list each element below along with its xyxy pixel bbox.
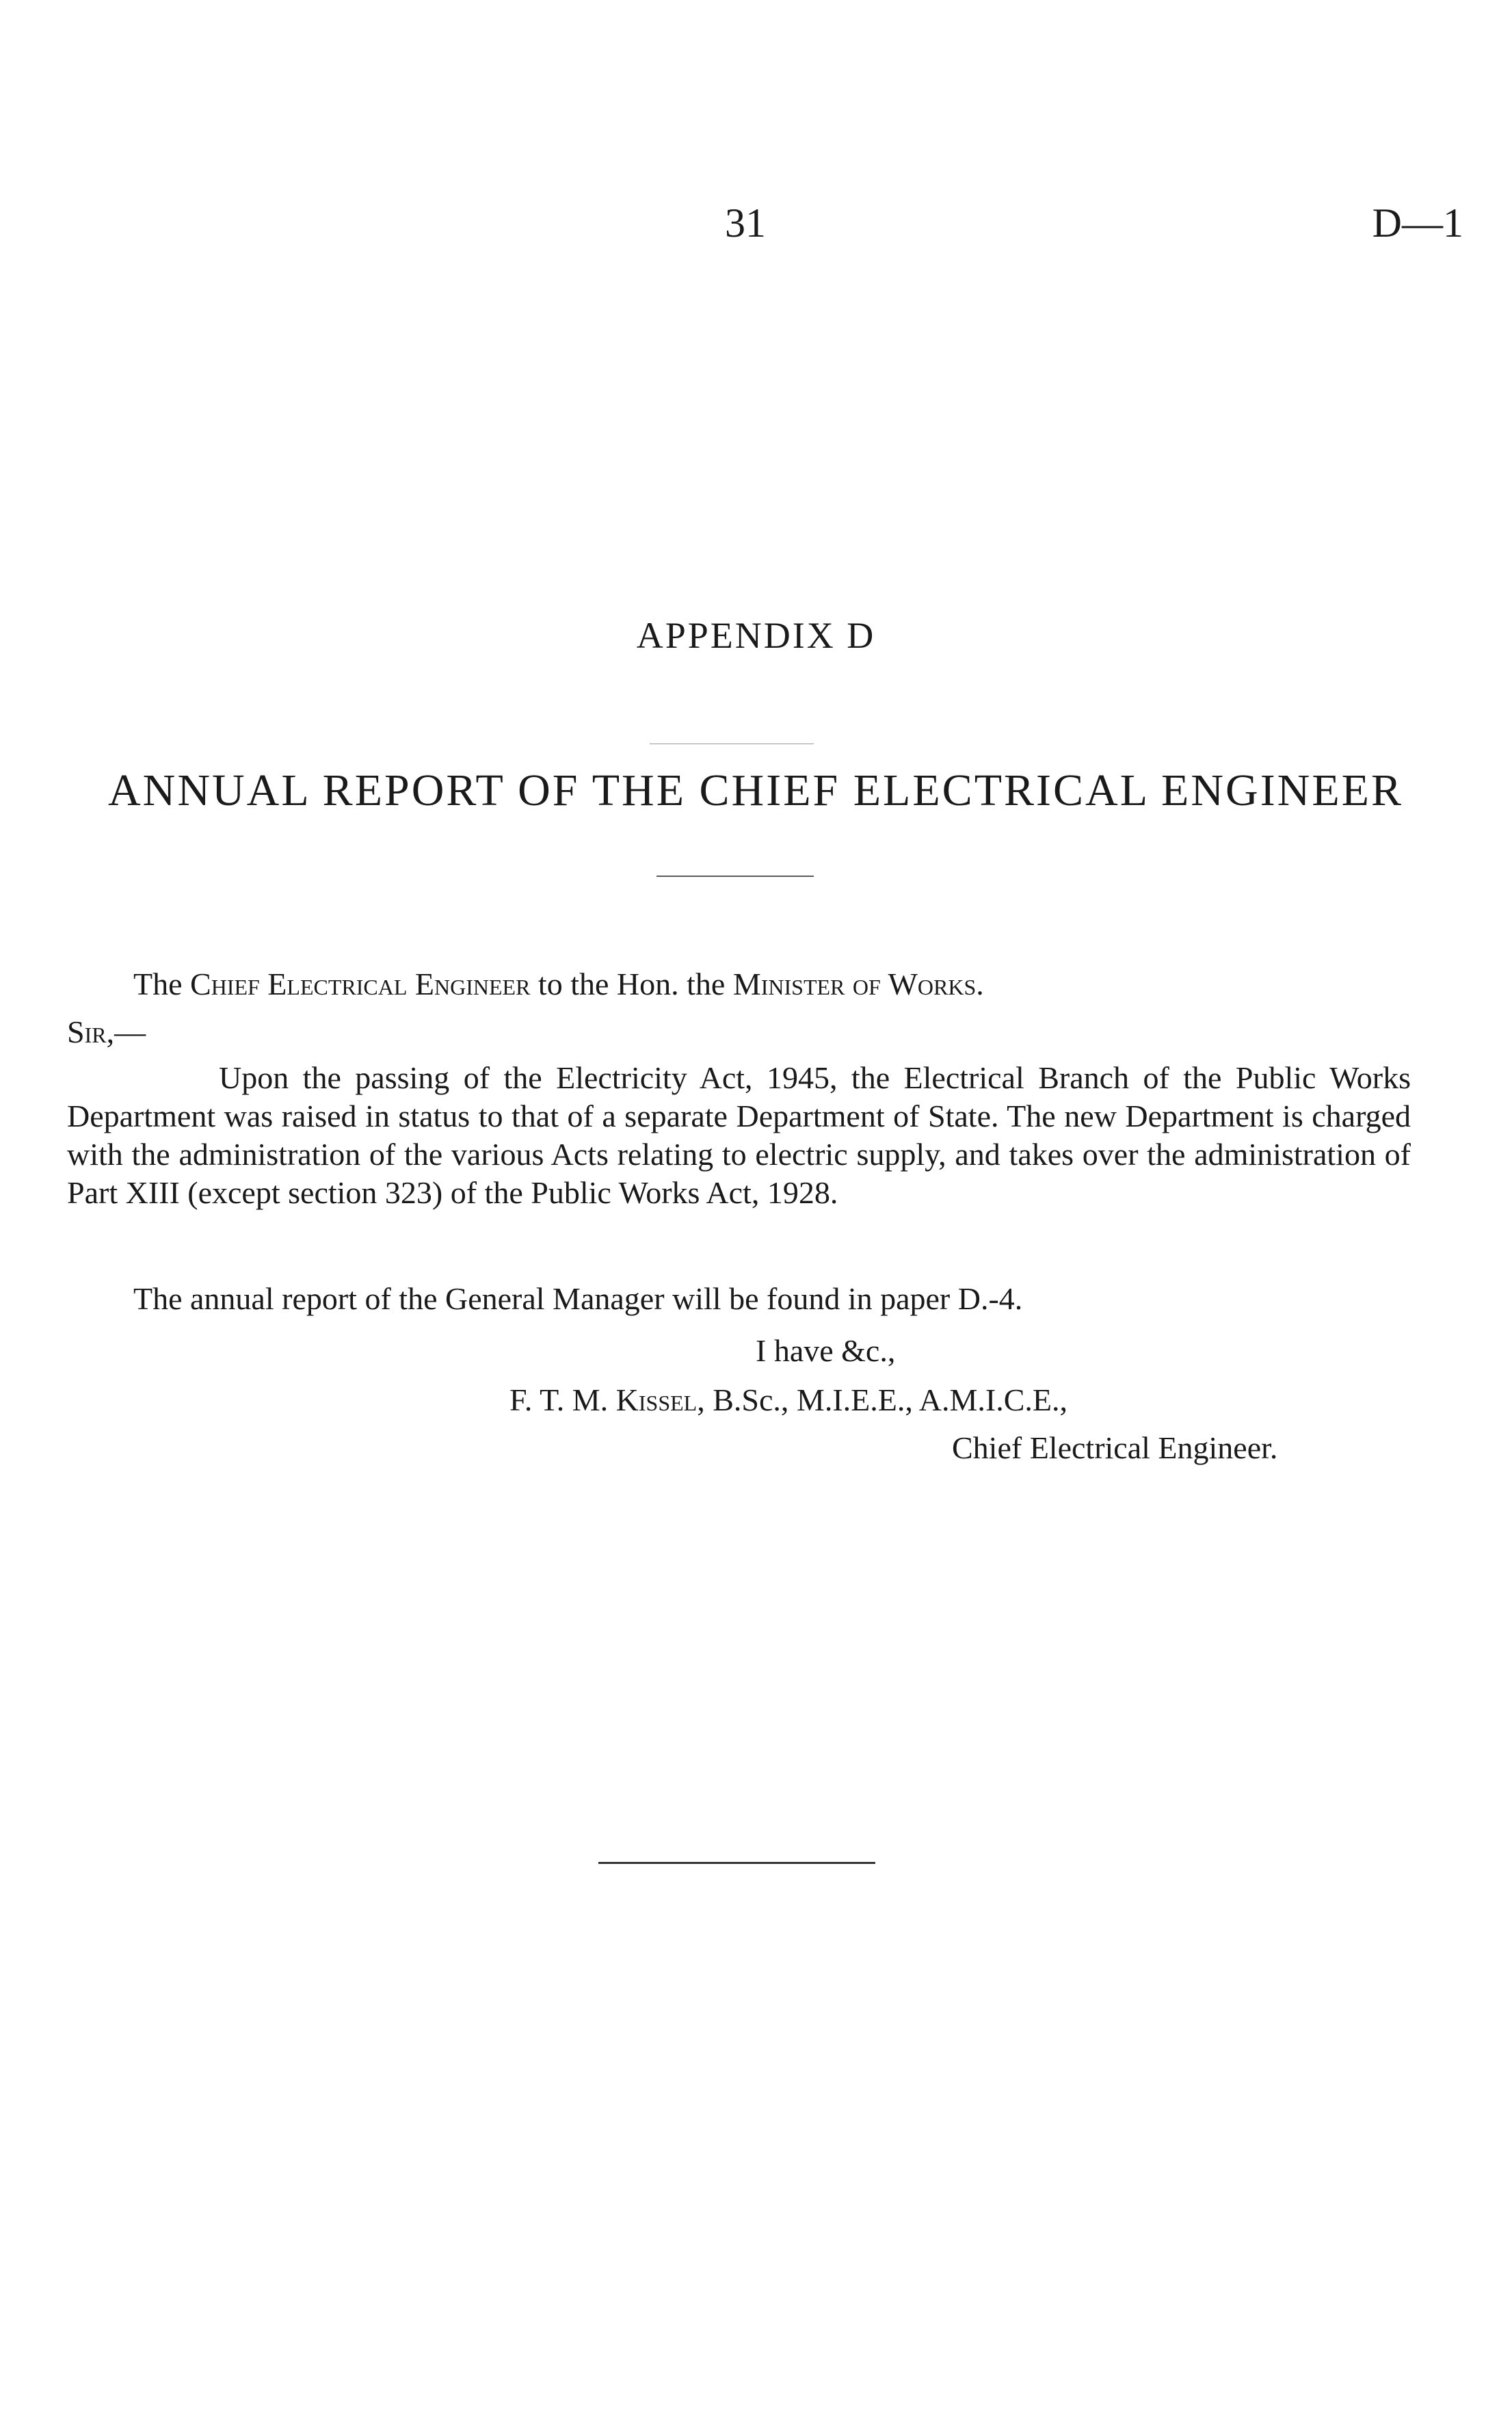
end-rule bbox=[598, 1862, 875, 1864]
signatory-initials: F. T. M. bbox=[509, 1382, 609, 1417]
address-middle: to the Hon. the bbox=[538, 967, 726, 1001]
salutation: Sir,— bbox=[67, 1014, 146, 1049]
page-number: 31 bbox=[725, 200, 766, 246]
address-suffix: . bbox=[976, 967, 984, 1001]
paper-code: D—1 bbox=[1372, 200, 1463, 246]
address-prefix: The bbox=[133, 967, 183, 1001]
signatory-qualifications: , B.Sc., M.I.E.E., A.M.I.C.E., bbox=[697, 1382, 1068, 1417]
designation: Chief Electrical Engineer. bbox=[952, 1430, 1278, 1465]
separator-rule bbox=[656, 876, 814, 877]
address-line bbox=[133, 966, 984, 1002]
closing-line: I have &c., bbox=[756, 1333, 896, 1368]
annual-report-note: The annual report of the General Manager will be found in paper D.-4. bbox=[133, 1281, 1023, 1316]
address-from: Chief Electrical Engineer bbox=[190, 967, 531, 1001]
signatory bbox=[509, 1382, 1067, 1418]
report-title: ANNUAL REPORT OF THE CHIEF ELECTRICAL ENGINEER bbox=[108, 765, 1403, 815]
appendix-heading: APPENDIX D bbox=[636, 615, 876, 656]
body-paragraph: Upon the passing of the Electricity Act, 1945, the Electrical Branch of the Public Works Department was raised in status to that of a separate Department of State. The new Department is charged with the administration of the various Acts relating to electric supply, and takes over the administration of Part XIII (except section 323) of the Public Works Act, 1928. bbox=[67, 1060, 1411, 1210]
address-to: Minister of Works bbox=[732, 967, 977, 1001]
signatory-surname: Kissel bbox=[615, 1382, 698, 1417]
